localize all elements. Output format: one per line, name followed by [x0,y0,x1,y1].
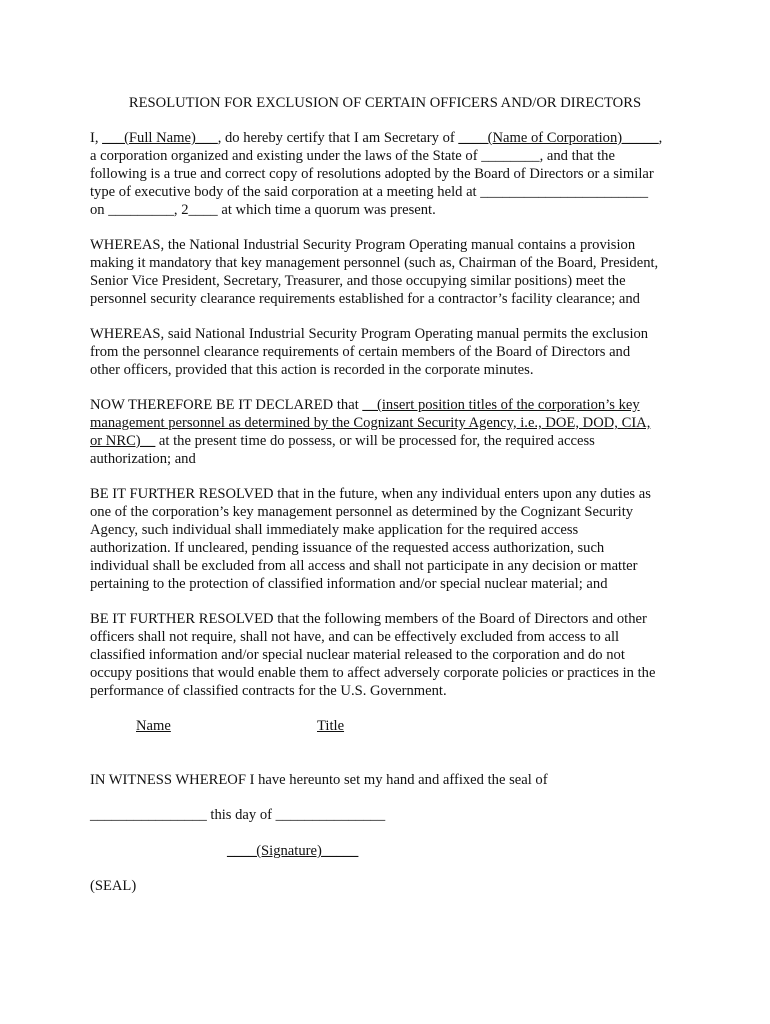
declared-paragraph: NOW THEREFORE BE IT DECLARED that __(insert position titles of the corporation’s key management personnel as determined by the Cognizant Security Agency, i.e., DOE, DOD, CIA, or NRC)__ at the present time do possess, or will be processed for, the required access authorization; and [90,397,651,467]
document-title: RESOLUTION FOR EXCLUSION OF CERTAIN OFFICERS AND/OR DIRECTORS [128,95,642,111]
witness-line: IN WITNESS WHEREOF I have hereunto set my hand and affixed the seal of [90,772,548,788]
name-column-header: Name [136,718,171,734]
date-line: ________________ this day of _______________ [90,807,386,823]
date-blank-1: ________________ [90,807,207,823]
full-name-field: ___(Full Name)___ [102,130,218,146]
title-column-header: Title [317,718,345,734]
whereas-paragraph-1: WHEREAS, the National Industrial Security Program Operating manual contains a provision making it mandatory that key management personnel (such as, Chairman of the Board, President, Senior Vice President, Secretary, Treasurer, and those occupying similar positions) meet the personnel security clearance requirements established for a contractor’s facility clearance; and [90,237,659,307]
seal-label: (SEAL) [90,878,137,894]
signature-line: ____(Signature)_____ [227,843,359,859]
further-resolved-paragraph-2: BE IT FURTHER RESOLVED that the following members of the Board of Directors and other officers shall not require, shall not have, and can be effectively excluded from access to all classified information and/or special nuclear material released to the corporation and do not occupy positions that would enable them to affect adversely corporate policies or practices in the performance of classified contracts for the U.S. Government. [90,611,656,699]
certification-paragraph: I, ___(Full Name)___, do hereby certify that I am Secretary of ____(Name of Corporation)_____, a corporation organized and existing under the laws of the State of ________, and that the following is a true and correct copy of resolutions adopted by the Board of Directors or a similar type of executive body of the said corporation at a meeting held at _______________________ on _________, 2____ at which time a quorum was present. [90,130,663,218]
date-blank-2: _______________ [275,807,386,823]
corporation-name-field: ____(Name of Corporation)_____ [458,130,659,146]
whereas-paragraph-2: WHEREAS, said National Industrial Security Program Operating manual permits the exclusion from the personnel clearance requirements of certain members of the Board of Directors and other officers, provided that this action is recorded in the corporate minutes. [90,326,649,378]
position-titles-field: __(insert position titles of the corporation’s key [362,397,640,413]
further-resolved-paragraph-1: BE IT FURTHER RESOLVED that in the future, when any individual enters upon any duties as one of the corporation’s key management personnel as determined by the Cognizant Security Agency, such individual shall immediately make application for the required access authorization. If uncleared, pending issuance of the requested access authorization, such individual shall be excluded from all access and shall not participate in any decision or matter pertaining to the protection of classified information and/or special nuclear material; and [90,486,651,592]
